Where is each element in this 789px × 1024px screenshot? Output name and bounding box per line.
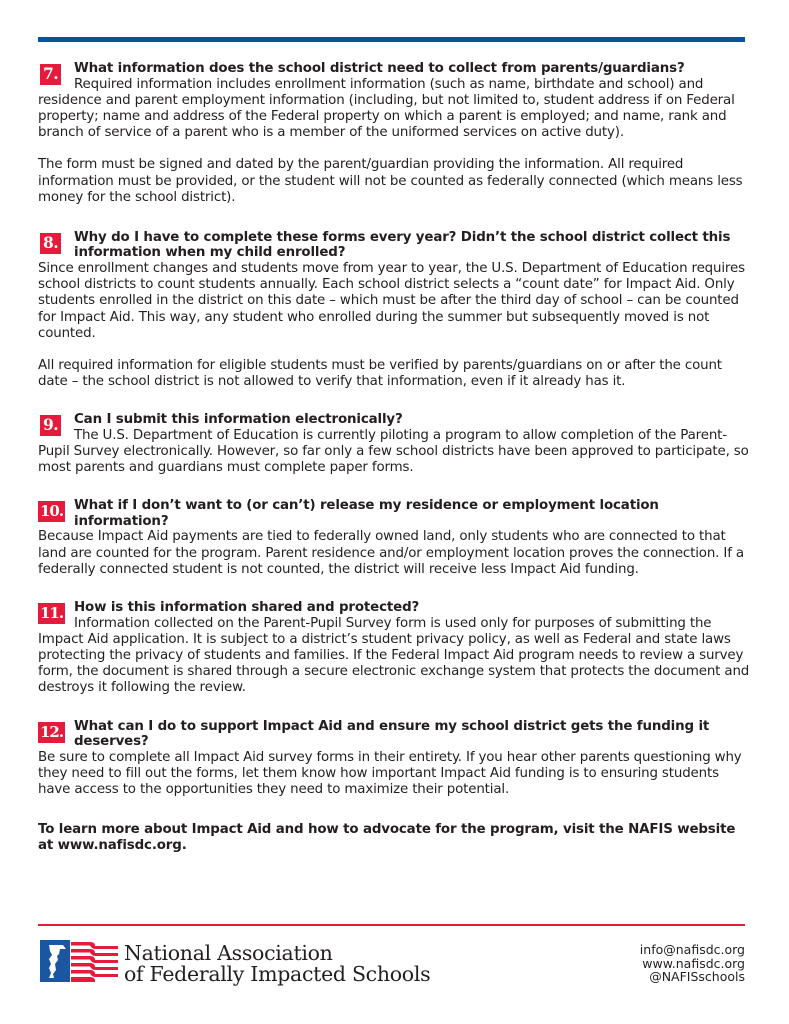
closing-call-to-action: To learn more about Impact Aid and how to advocate for the program, visit the NAFIS website at www.nafisdc.org. bbox=[38, 822, 736, 854]
question-text: Why do I have to complete these forms every year? Didn’t the school district collect this information when my child enrolled? bbox=[74, 229, 731, 261]
question-heading bbox=[38, 498, 750, 529]
question-heading bbox=[38, 230, 750, 261]
contact-website: www.nafisdc.org bbox=[642, 955, 745, 971]
answer-paragraph: All required information for eligible students must be verified by parents/guardians on or after the count date – the school district is not allowed to verify that information, even if it already has it. bbox=[38, 357, 722, 390]
question-number-badge: 7. bbox=[40, 64, 61, 85]
header-divider-bar bbox=[38, 37, 745, 42]
footer-divider-line bbox=[38, 924, 745, 926]
question-text: What information does the school district need to collect from parents/guardians? bbox=[74, 61, 685, 76]
contact-email: info@nafisdc.org bbox=[639, 942, 745, 957]
question-text: What if I don’t want to (or can’t) release my residence or employment location information? bbox=[74, 498, 659, 529]
answer-paragraph: Required information includes enrollment information (such as name, birthdate and school) and residence and parent employment information (including, but not limited to, student address if on Federal property; name and address of the Federal property on which a parent is employed; and name, rank and branch of service of a parent who is a member of the uniformed services on active duty). bbox=[38, 76, 735, 141]
answer-paragraph: Because Impact Aid payments are tied to federally owned land, only students who are connected to that land are counted for the program. Parent residence and/or employment location proves the connection. If a federally connected student is not counted, the district will receive less Impact Aid funding. bbox=[38, 529, 744, 577]
faq-section-8 bbox=[38, 230, 750, 390]
faq-section-11 bbox=[38, 600, 750, 697]
faq-section-7 bbox=[38, 61, 750, 206]
question-number-badge: 12. bbox=[40, 722, 64, 741]
question-heading bbox=[38, 61, 750, 83]
organization-name bbox=[124, 943, 430, 985]
question-number-badge: 11. bbox=[40, 604, 64, 623]
question-number-badge: 8. bbox=[40, 233, 61, 254]
question-heading bbox=[38, 600, 750, 623]
question-number-badge: 9. bbox=[40, 415, 61, 436]
answer-paragraph: Information collected on the Parent-Pupil Survey form is used only for purposes of submitting the Impact Aid application. It is subject to a district’s student privacy policy, as well as Federal and state laws protecting the privacy of students and families. If the Federal Impact Aid program needs to review a survey form, the document is shared through a secure electronic exchange system that protects the document and destroys it following the review. bbox=[38, 615, 750, 696]
faq-section-9 bbox=[38, 412, 750, 476]
answer-paragraph: Since enrollment changes and students move from year to year, the U.S. Department of Education requires school districts to count students annually. Each school district selects a “count date” for Impact Aid. Only students enrolled in the district on this date – which must be after the third day of school – can be counted for Impact Aid. This way, any student who enrolled during the summer but subsequently moved is not counted. bbox=[38, 260, 745, 341]
nafis-logo-icon bbox=[40, 940, 118, 982]
organization-name-line-2: of Federally Impacted Schools bbox=[124, 962, 431, 986]
faq-content bbox=[38, 61, 750, 855]
contact-info bbox=[640, 943, 745, 984]
answer-paragraph: The U.S. Department of Education is currently piloting a program to allow completion of the Parent-Pupil Survey electronically. However, so far only a few school districts have been approved to participate, so most parents and guardians must complete paper forms. bbox=[38, 427, 749, 476]
question-heading bbox=[38, 412, 750, 435]
contact-social-handle: @NAFISschools bbox=[649, 969, 745, 984]
question-text: How is this information shared and protected? bbox=[74, 600, 420, 616]
organization-name-line-1: National Association bbox=[124, 941, 333, 965]
faq-section-12 bbox=[38, 719, 750, 799]
question-text: What can I do to support Impact Aid and ensure my school district gets the funding it deserves? bbox=[74, 718, 710, 750]
question-heading bbox=[38, 719, 750, 750]
faq-section-10 bbox=[38, 498, 750, 578]
answer-paragraph: The form must be signed and dated by the parent/guardian providing the information. All required information must be provided, or the student will not be counted as federally connected (which means less money for the school district). bbox=[38, 157, 743, 205]
answer-paragraph: Be sure to complete all Impact Aid survey forms in their entirety. If you hear other parents questioning why they need to fill out the forms, let them know how important Impact Aid funding is to ensuring students have access to the opportunities they need to maximize their potential. bbox=[38, 749, 742, 797]
question-number-badge: 10. bbox=[40, 502, 64, 521]
question-text: Can I submit this information electronically? bbox=[74, 412, 403, 428]
